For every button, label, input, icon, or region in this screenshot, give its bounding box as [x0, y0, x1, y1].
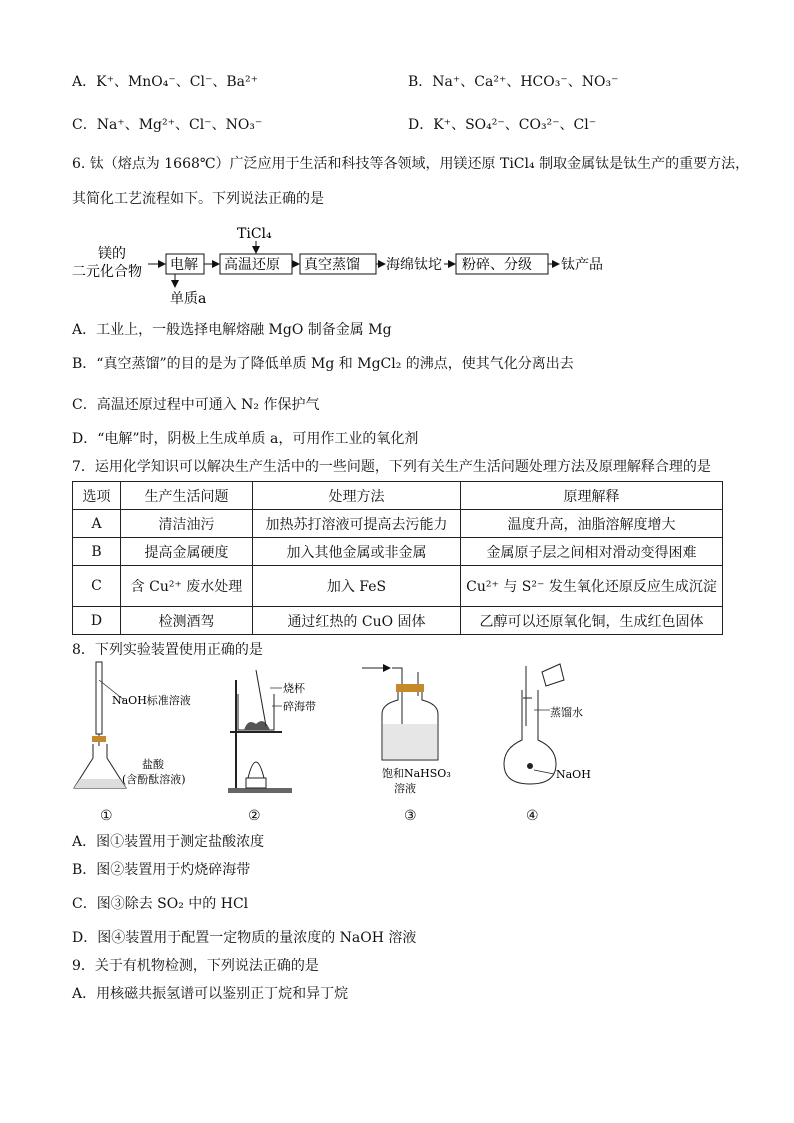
q5-option-c: C．Na⁺、Mg²⁺、Cl⁻、NO₃⁻	[72, 117, 263, 133]
table-cell: Cu²⁺ 与 S²⁻ 发生氧化还原反应生成沉淀	[461, 566, 723, 607]
q7-table	[72, 481, 723, 635]
table-cell: B	[73, 538, 121, 566]
q5-option-a: A．K⁺、MnO₄⁻、Cl⁻、Ba²⁺	[72, 74, 259, 90]
q6-option-a: A．工业上，一般选择电解熔融 MgO 制备金属 Mg	[72, 322, 392, 338]
table-row	[73, 566, 723, 607]
table-cell: 温度升高，油脂溶解度增大	[461, 510, 723, 538]
table-cell: D	[73, 607, 121, 635]
table-cell: A	[73, 510, 121, 538]
fig2-label-beaker: 烧杯	[283, 682, 305, 695]
table-row	[73, 538, 723, 566]
table-header-row	[73, 482, 723, 510]
q6-option-c: C．高温还原过程中可通入 N₂ 作保护气	[72, 397, 320, 413]
fig2-label-seaweed: 碎海带	[283, 700, 316, 713]
fig3-gas-washing-bottle	[360, 660, 470, 800]
q6-stem-line1: 6. 钛（熔点为 1668℃）广泛应用于生活和科技等各领域，用镁还原 TiCl₄ 制取金属钛是钛生产的重要方法，	[72, 156, 750, 172]
fig3-caption: ③	[404, 808, 417, 824]
table-cell: 加入其他金属或非金属	[253, 538, 461, 566]
fig1-titration-apparatus	[66, 660, 196, 800]
fig1-caption: ①	[100, 808, 113, 824]
fig4-label-naoh: NaOH	[556, 768, 591, 781]
q6-option-d: D．“电解”时，阴极上生成单质 a，可用作工业的氧化剂	[72, 431, 419, 447]
fig1-label-naoh: NaOH标准溶液	[112, 694, 191, 707]
fig2-burning-apparatus	[226, 660, 336, 800]
flow-intermediate-label: 海绵钛坨	[386, 257, 442, 273]
flow-step4-label: 粉碎、分级	[462, 257, 532, 273]
q7-stem: 7．运用化学知识可以解决生产生活中的一些问题，下列有关生产生活问题处理方法及原理解释合理的是	[72, 459, 711, 475]
fig3-label-solution: 饱和NaHSO₃	[382, 767, 451, 780]
q6-stem-line2: 其简化工艺流程如下。下列说法正确的是	[72, 191, 324, 207]
table-header-cell: 生产生活问题	[121, 482, 253, 510]
flow-step1-label: 电解	[170, 257, 198, 273]
q6-option-b: B．“真空蒸馏”的目的是为了降低单质 Mg 和 MgCl₂ 的沸点，使其气化分离出去	[72, 356, 574, 372]
table-cell: 检测酒驾	[121, 607, 253, 635]
q9-stem: 9．关于有机物检测，下列说法正确的是	[72, 958, 319, 974]
q8-stem: 8．下列实验装置使用正确的是	[72, 642, 263, 658]
flow-output-label: 钛产品	[561, 257, 603, 273]
q8-option-a: A．图①装置用于测定盐酸浓度	[72, 834, 265, 850]
q5-option-d: D．K⁺、SO₄²⁻、CO₃²⁻、Cl⁻	[408, 117, 597, 133]
fig3-label-solution-2: 溶液	[394, 782, 416, 795]
fig2-caption: ②	[248, 808, 261, 824]
q5-option-b: B．Na⁺、Ca²⁺、HCO₃⁻、NO₃⁻	[408, 74, 619, 90]
table-cell: 清洁油污	[121, 510, 253, 538]
table-header-cell: 选项	[73, 482, 121, 510]
table-header-cell: 原理解释	[461, 482, 723, 510]
flow-step3-label: 真空蒸馏	[304, 257, 360, 273]
table-header-cell: 处理方法	[253, 482, 461, 510]
fig4-volumetric-flask	[490, 660, 600, 800]
q6-flow-diagram	[72, 224, 632, 310]
flow-input-line2: 二元化合物	[72, 264, 142, 280]
table-row	[73, 510, 723, 538]
q8-option-d: D．图④装置用于配置一定物质的量浓度的 NaOH 溶液	[72, 930, 417, 946]
fig4-label-water: 蒸馏水	[550, 706, 583, 719]
table-cell: 含 Cu²⁺ 废水处理	[121, 566, 253, 607]
fig4-caption: ④	[526, 808, 539, 824]
flow-reagent-label: TiCl₄	[237, 226, 272, 242]
fig1-label-indicator: (含酚酞溶液)	[122, 773, 186, 786]
table-cell: 通过红热的 CuO 固体	[253, 607, 461, 635]
flow-input-line1: 镁的	[98, 246, 126, 262]
table-cell: 乙醇可以还原氧化铜，生成红色固体	[461, 607, 723, 635]
q8-option-c: C．图③除去 SO₂ 中的 HCl	[72, 896, 249, 912]
table-row	[73, 607, 723, 635]
flow-step2-label: 高温还原	[224, 257, 280, 273]
flow-byproduct-label: 单质a	[170, 291, 207, 307]
q9-option-a: A．用核磁共振氢谱可以鉴别正丁烷和异丁烷	[72, 986, 349, 1002]
table-cell: 加入 FeS	[253, 566, 461, 607]
table-cell: 金属原子层之间相对滑动变得困难	[461, 538, 723, 566]
q8-option-b: B．图②装置用于灼烧碎海带	[72, 862, 251, 878]
table-cell: C	[73, 566, 121, 607]
table-cell: 提高金属硬度	[121, 538, 253, 566]
table-cell: 加热苏打溶液可提高去污能力	[253, 510, 461, 538]
fig1-label-hcl: 盐酸	[142, 758, 164, 771]
